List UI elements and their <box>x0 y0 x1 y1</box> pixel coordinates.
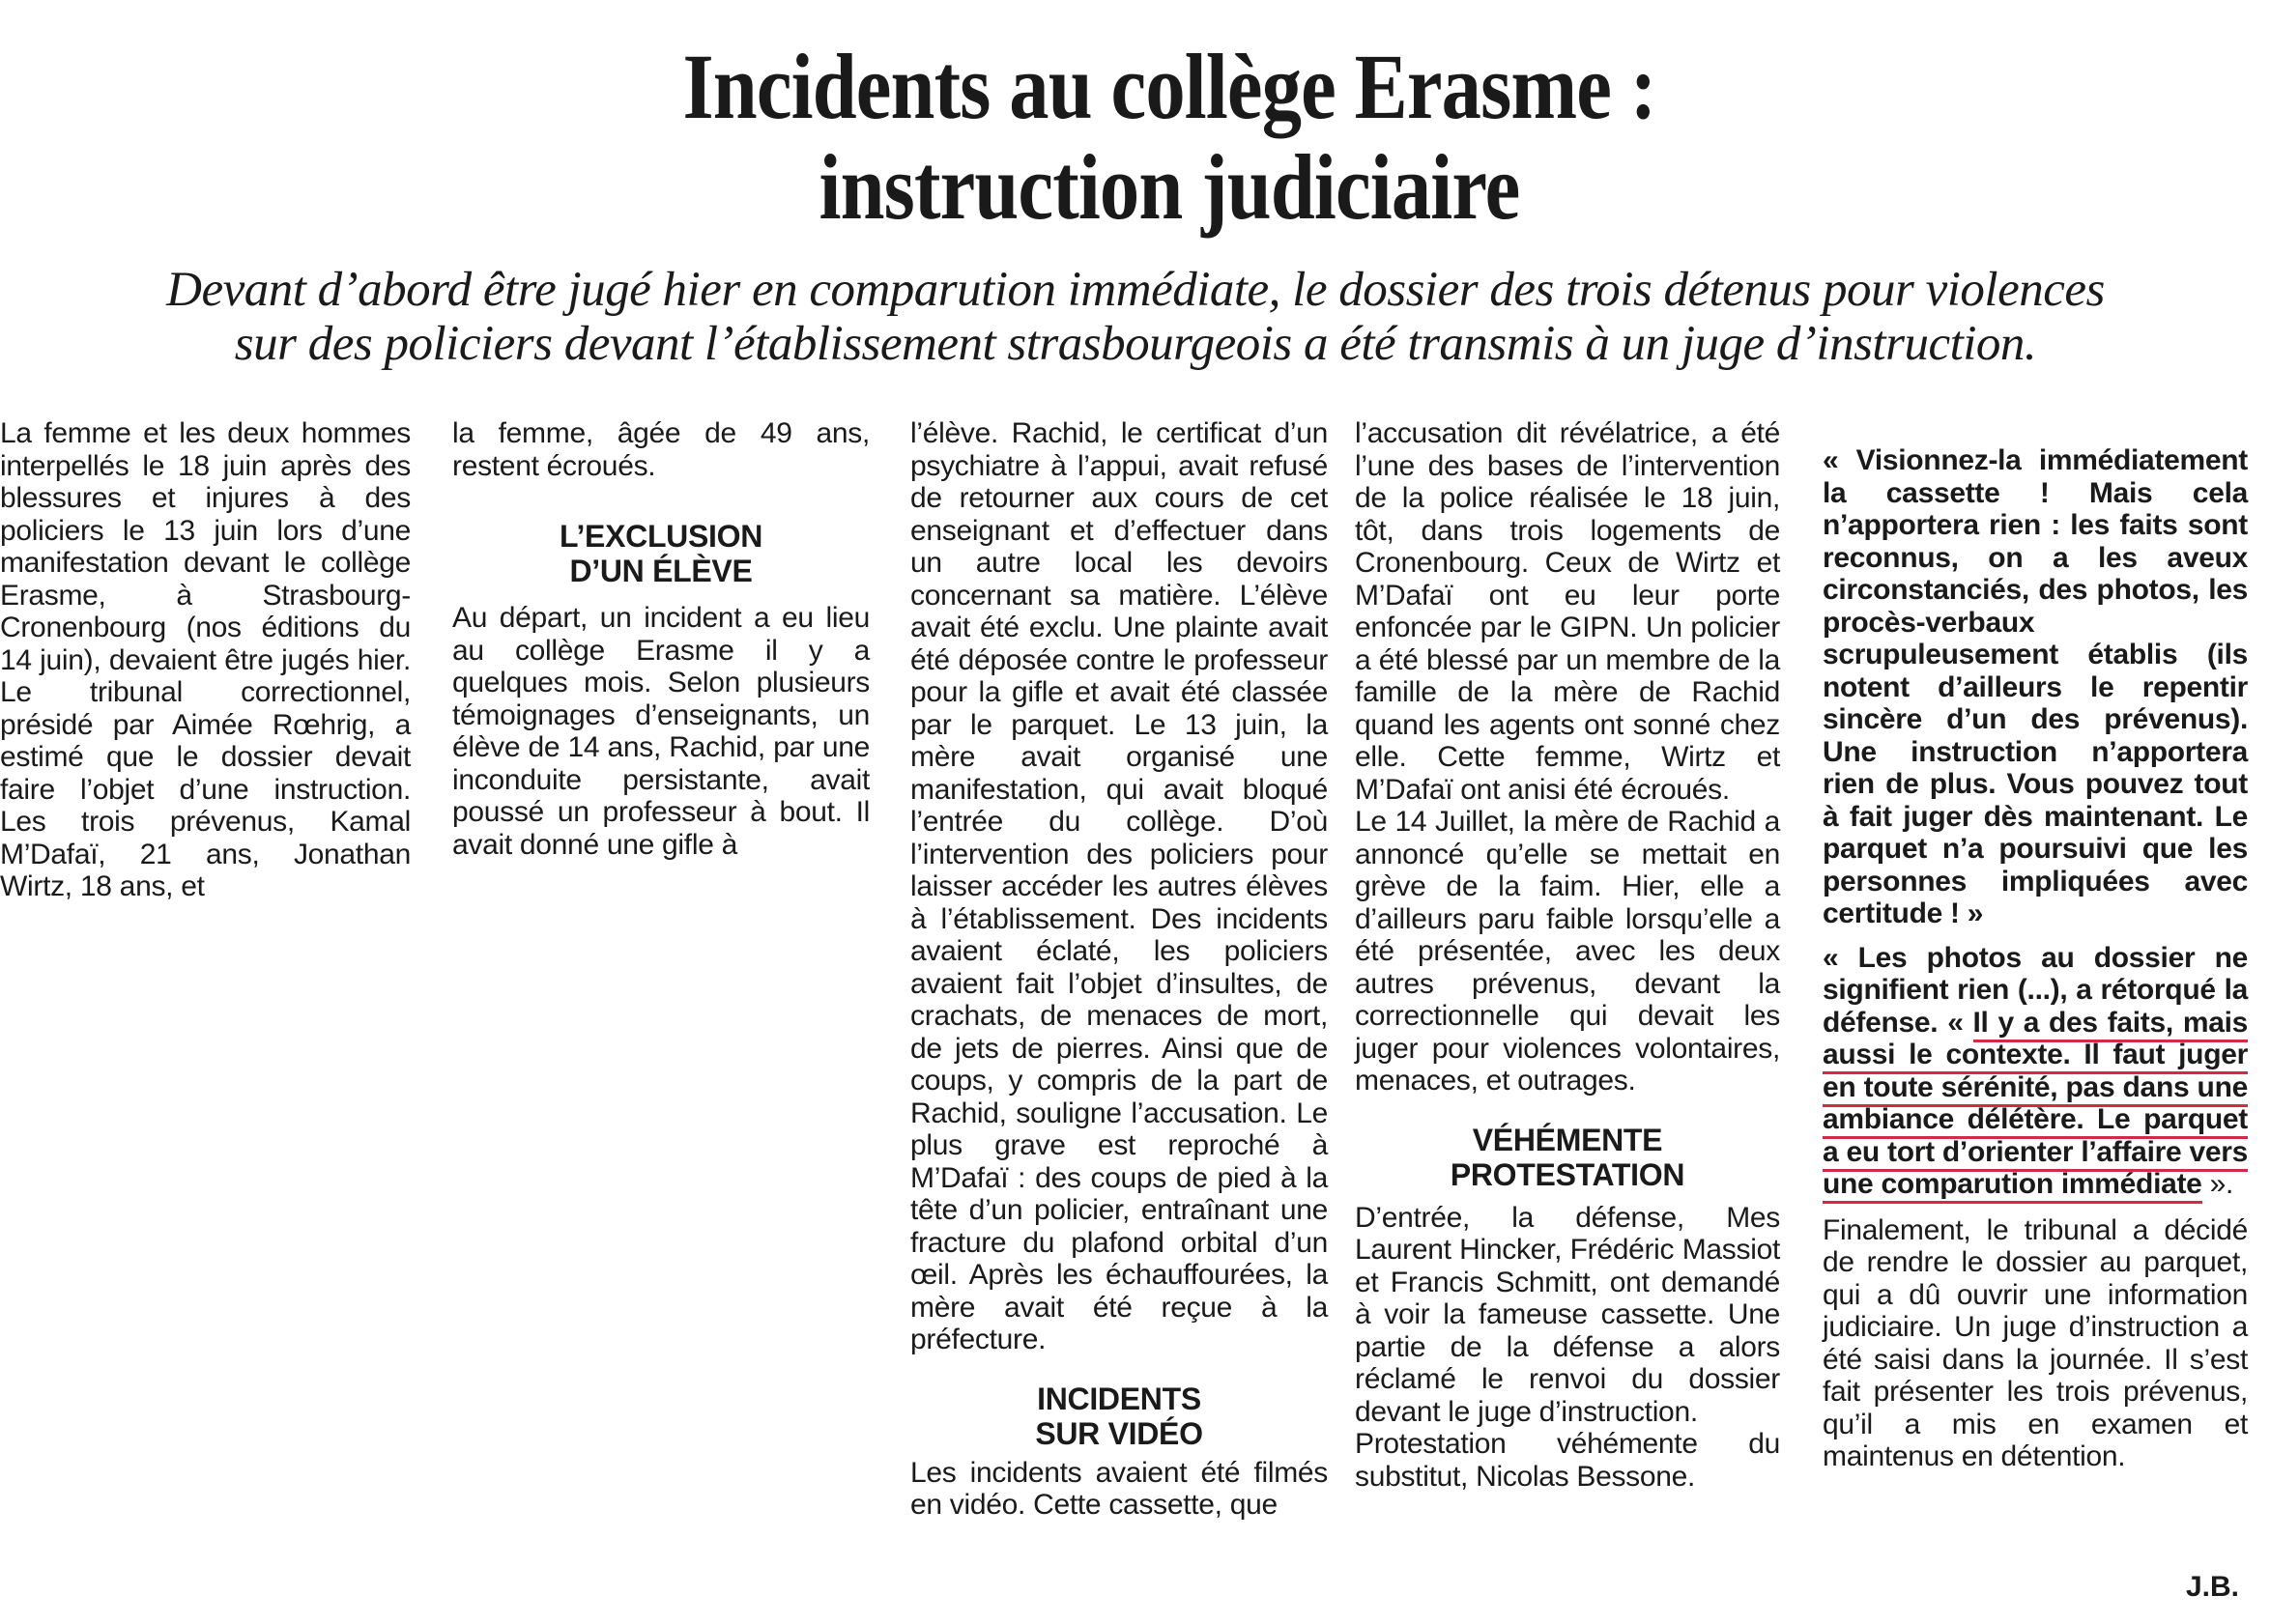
paragraph: la femme, âgée de 49 ans, restent écroués. <box>452 417 870 482</box>
subheading-line: D’UN ÉLÈVE <box>569 554 753 588</box>
headline-line-2: instruction judiciaire <box>819 135 1520 239</box>
subheading-line: SUR VIDÉO <box>1035 1415 1203 1451</box>
paragraph: Le 14 Juillet, la mère de Rachid a annoncé qu’elle se mettait en grève de la faim. Hier, elle a d’ailleurs paru faible lorsqu’elle a été présentée, avec les deux autres prévenus, devant la correctionnelle qui devait les juger pour violences volontaires, menaces, et outrages. <box>1355 806 1780 1097</box>
paragraph: l’élève. Rachid, le certificat d’un psychiatre à l’appui, avait refusé de retourner aux cours de cet enseignant et d’effectuer dans un autre local les devoirs concernant sa matière. L’élève avait été exclu. Une plainte avait été déposée contre le professeur pour la gifle et avait été classée par le parquet. Le 13 juin, la mère avait organisé une manifestation, qui avait bloqué l’entrée du collège. D’où l’intervention des policiers pour laisser accéder les autres élèves à l’établissement. Des incidents avaient éclaté, les policiers avaient fait l’objet d’insultes, de crachats, de menaces de mort, de jets de pierres. Ainsi que de coups, y compris de la part de Rachid, souligne l’accusation. Le plus grave est reproché à M’Dafaï : des coups de pied à la tête d’un policier, entraînant une fracture du plafond orbital d’un œil. Après les échauffourées, la mère avait été reçue à la préfecture. <box>910 417 1328 1355</box>
subheading-line: L’EXCLUSION <box>559 519 763 554</box>
lede <box>58 263 2213 371</box>
subheading-line: INCIDENTS <box>1037 1381 1201 1416</box>
headline <box>479 37 1859 238</box>
column-2 <box>452 417 870 861</box>
subheading-line: PROTESTATION <box>1450 1156 1685 1192</box>
paragraph: D’entrée, la défense, Mes Laurent Hincker, Frédéric Massiot et Francis Schmitt, ont demandé à voir la fameuse cassette. Une partie de la défense a alors réclamé le renvoi du dossier devant le juge d’instruction. <box>1355 1201 1780 1428</box>
underlined-quote: Il y a des faits, mais aussi le contexte. Il faut juger en toute sérénité, pas dans une ambiance délétère. Le parquet a eu tort d’orienter l’affaire vers une comparution immédiate <box>1823 1007 2248 1205</box>
headline-line-1: Incidents au collège Erasme : <box>682 35 1656 138</box>
subheading-protestation <box>1355 1123 1780 1192</box>
subheading-video <box>910 1382 1328 1451</box>
paragraph: Protestation véhémente du substitut, Nicolas Bessone. <box>1355 1428 1780 1493</box>
paragraph: Au départ, un incident a eu lieu au collège Erasme il y a quelques mois. Selon plusieurs témoignages d’enseignants, un élève de 14 ans, Rachid, par une inconduite persistante, avait poussé un professeur à bout. Il avait donné une gifle à <box>452 602 870 861</box>
column-1 <box>0 417 411 903</box>
quote-prosecutor: « Visionnez-la immédiatement la cassette ! Mais cela n’apportera rien : les faits sont reconnus, on a les aveux circonstanciés, des photos, les procès-verbaux scrupuleusement établis (ils notent d’ailleurs le repentir sincère d’un des prévenus). Une instruction n’apportera rien de plus. Vous pouvez tout à fait juger dès maintenant. Le parquet n’a poursuivi que les personnes impliquées avec certitude ! » <box>1823 444 2248 929</box>
paragraph: l’accusation dit révélatrice, a été l’une des bases de l’intervention de la police réalisée le 18 juin, tôt, dans trois logements de Cronenbourg. Ceux de Wirtz et M’Dafaï ont eu leur porte enfoncée par le GIPN. Un policier a été blessé par un membre de la famille de la mère de Rachid quand les agents ont sonné chez elle. Cette femme, Wirtz et M’Dafaï ont anisi été écroués. <box>1355 417 1780 806</box>
quote-intro: « Les photos au dossier ne signifient rien (...), a rétorqué la défense. « <box>1823 941 2248 1039</box>
subheading-exclusion <box>452 519 870 588</box>
quote-defense <box>1823 942 2248 1201</box>
quote-close: ». <box>2201 1168 2234 1200</box>
subheading-line: VÉHÉMENTE <box>1472 1122 1663 1157</box>
paragraph: Les incidents avaient été filmés en vidéo. Cette cassette, que <box>910 1456 1328 1521</box>
column-3 <box>910 417 1328 1522</box>
lede-line-2: sur des policiers devant l’établissement strasbourgeois a été transmis à un juge d’instruction. <box>234 317 2037 371</box>
paragraph: Finalement, le tribunal a décidé de rendre le dossier au parquet, qui a dû ouvrir une information judiciaire. Un juge d’instruction a été saisi dans la journée. Il s’est fait présenter les trois prévenus, qu’il a mis en examen et maintenus en détention. <box>1823 1213 2248 1472</box>
lede-line-1: Devant d’abord être jugé hier en comparution immédiate, le dossier des trois détenus pour violences <box>166 263 2105 317</box>
paragraph: La femme et les deux hommes interpellés le 18 juin après des blessures et injures à des policiers le 13 juin lors d’une manifestation devant le collège Erasme, à Strasbourg-Cronenbourg (nos éditions du 14 juin), devaient être jugés hier. Le tribunal correctionnel, présidé par Aimée Rœhrig, a estimé que le dossier devait faire l’objet d’une instruction. Les trois prévenus, Kamal M’Dafaï, 21 ans, Jonathan Wirtz, 18 ans, et <box>0 417 411 902</box>
author-signature: J.B. <box>2186 1571 2240 1603</box>
column-5 <box>1823 444 2248 1473</box>
column-4 <box>1355 417 1780 1493</box>
